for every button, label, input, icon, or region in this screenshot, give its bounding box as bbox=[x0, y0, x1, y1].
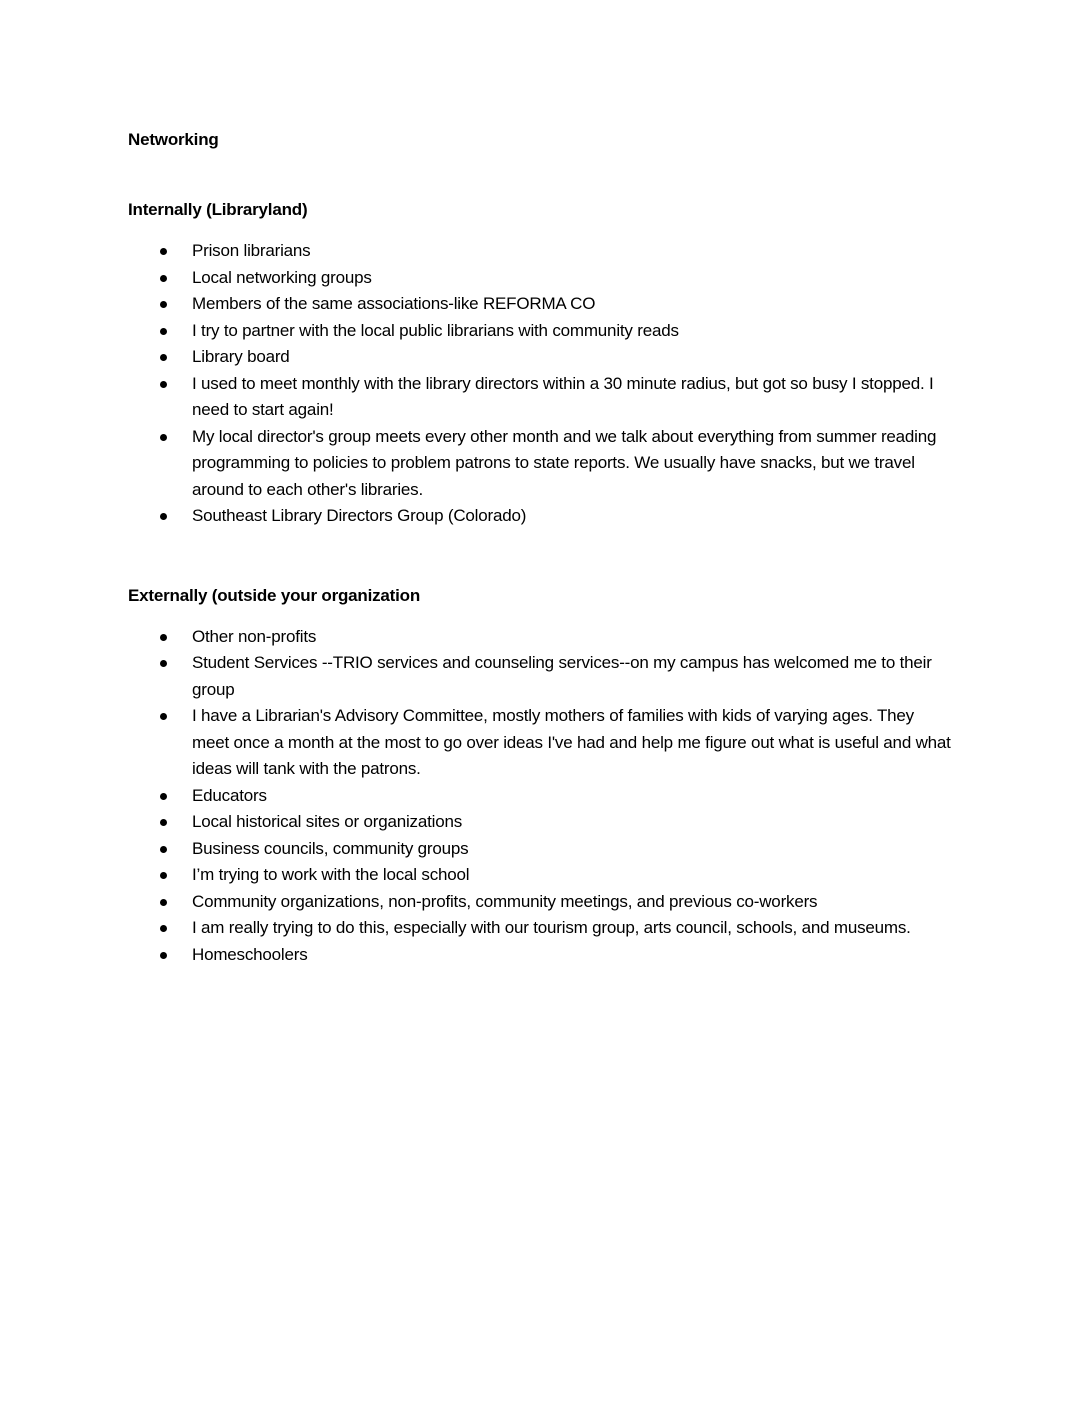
list-item-text: Local historical sites or organizations bbox=[192, 812, 463, 831]
list-item-text: Student Services --TRIO services and counseling services--on my campus has welcomed me to their group bbox=[192, 653, 932, 699]
document-body bbox=[128, 128, 968, 968]
bullet-icon bbox=[160, 793, 167, 800]
section-heading-externally: Externally (outside your organization bbox=[128, 585, 421, 605]
bullet-icon bbox=[160, 275, 167, 282]
list-item bbox=[128, 862, 952, 889]
bullet-icon bbox=[160, 301, 167, 308]
bullet-icon bbox=[160, 434, 167, 441]
bullet-icon bbox=[160, 952, 167, 959]
list-item bbox=[128, 238, 952, 265]
document-title: Networking bbox=[128, 130, 219, 149]
list-item bbox=[128, 703, 952, 783]
list-item-text: My local director's group meets every other month and we talk about everything from summer reading programming to policies to problem patrons to state reports. We usually have snacks, but we travel around to each other's libraries. bbox=[192, 426, 937, 499]
list-item-text: Prison librarians bbox=[192, 241, 311, 260]
list-item bbox=[128, 650, 952, 703]
list-item-text: Educators bbox=[192, 785, 267, 805]
list-item bbox=[128, 809, 952, 836]
list-item-text: I’m trying to work with the local school bbox=[192, 865, 470, 884]
list-item-text: Local networking groups bbox=[192, 267, 372, 287]
list-item bbox=[128, 783, 952, 810]
internal-list bbox=[128, 238, 968, 530]
list-item bbox=[128, 942, 952, 969]
list-item bbox=[128, 318, 952, 345]
list-item-text: I try to partner with the local public librarians with community reads bbox=[192, 320, 679, 340]
list-item-text: Homeschoolers bbox=[192, 944, 308, 964]
bullet-icon bbox=[160, 513, 167, 520]
bullet-icon bbox=[160, 846, 167, 853]
list-item bbox=[128, 265, 952, 292]
bullet-icon bbox=[160, 660, 167, 667]
list-item bbox=[128, 371, 952, 424]
bullet-icon bbox=[160, 248, 167, 255]
list-item-text: I used to meet monthly with the library directors within a 30 minute radius, but got so busy I stopped. I need to start again! bbox=[192, 373, 934, 419]
list-item bbox=[128, 503, 952, 530]
list-item-text: Library board bbox=[192, 347, 290, 366]
bullet-icon bbox=[160, 925, 167, 932]
list-item-text: Community organizations, non-profits, community meetings, and previous co-workers bbox=[192, 891, 818, 911]
list-item bbox=[128, 291, 952, 318]
bullet-icon bbox=[160, 354, 167, 361]
list-item-text: Business councils, community groups bbox=[192, 838, 469, 858]
bullet-icon bbox=[160, 381, 167, 388]
list-item bbox=[128, 889, 952, 916]
list-item bbox=[128, 915, 952, 942]
bullet-icon bbox=[160, 713, 167, 720]
external-list bbox=[128, 624, 968, 969]
list-item-text: I am really trying to do this, especially with our tourism group, arts council, schools, and museums. bbox=[192, 918, 911, 937]
list-item-text: I have a Librarian's Advisory Committee, mostly mothers of families with kids of varying ages. They meet once a month at the most to go over ideas I've had and help me figure out what is useful and what ideas will tank with the patrons. bbox=[192, 706, 951, 778]
list-item bbox=[128, 624, 952, 651]
list-item-text: Members of the same associations-like REFORMA CO bbox=[192, 294, 596, 313]
bullet-icon bbox=[160, 899, 167, 906]
list-item bbox=[128, 424, 952, 504]
bullet-icon bbox=[160, 328, 167, 335]
section-heading-internally: Internally (Libraryland) bbox=[128, 200, 308, 219]
bullet-icon bbox=[160, 872, 167, 879]
list-item-text: Other non-profits bbox=[192, 626, 317, 646]
list-item bbox=[128, 836, 952, 863]
bullet-icon bbox=[160, 634, 167, 641]
list-item bbox=[128, 344, 952, 371]
bullet-icon bbox=[160, 819, 167, 826]
list-item-text: Southeast Library Directors Group (Colorado) bbox=[192, 506, 527, 525]
